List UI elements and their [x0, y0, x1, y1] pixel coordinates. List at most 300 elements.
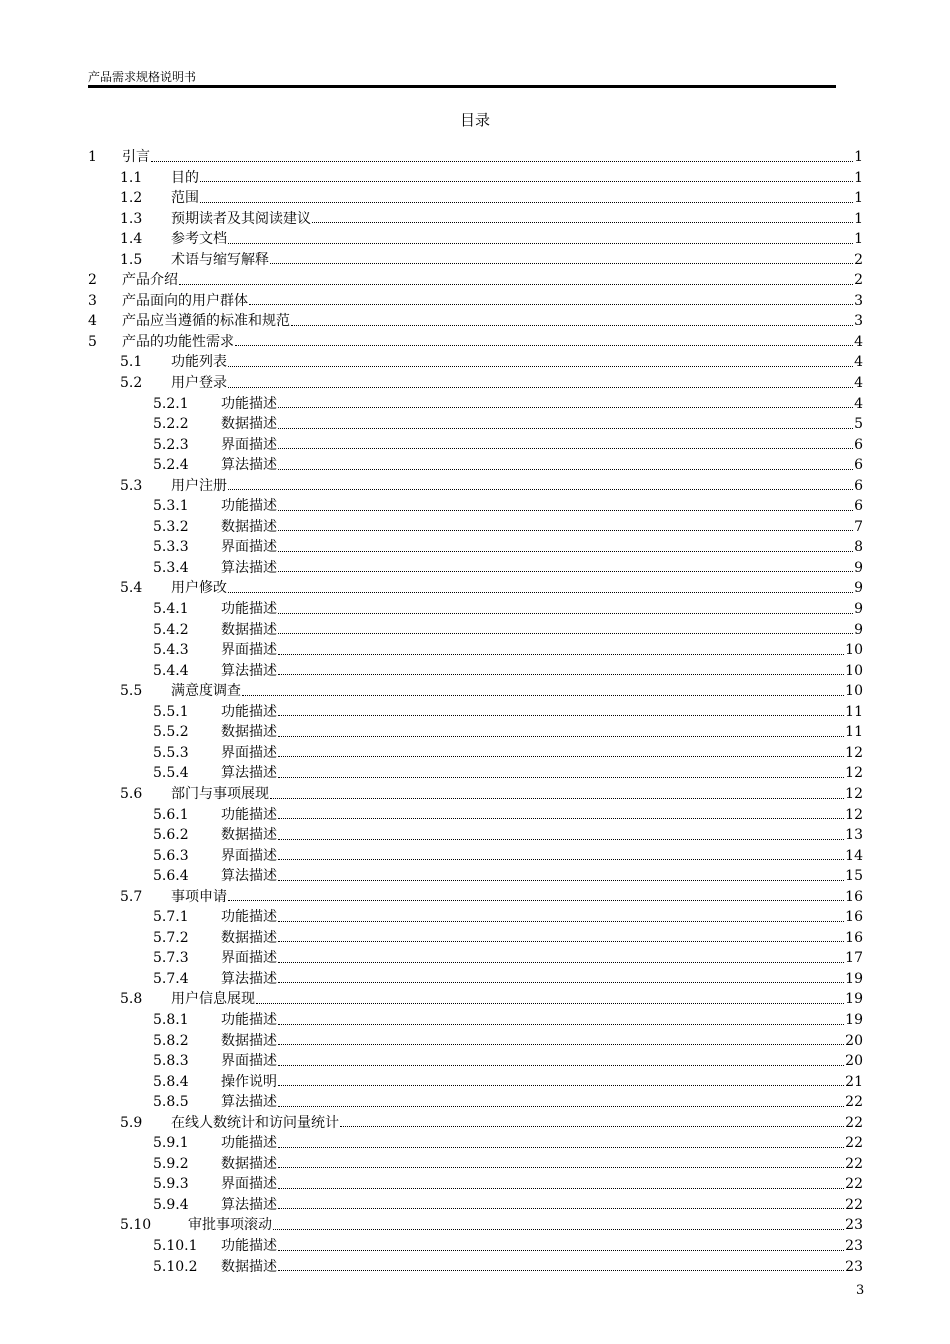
toc-entry-line — [221, 948, 863, 969]
toc-entry-number: 1.2 — [120, 190, 143, 207]
toc-entry[interactable] — [88, 948, 863, 969]
toc-entry-number: 5.8 — [120, 991, 143, 1008]
toc-entry-title: 功能描述 — [221, 1010, 277, 1031]
toc-dot-leader — [278, 537, 853, 558]
toc-entry[interactable] — [88, 784, 863, 805]
page-number: 3 — [856, 1283, 865, 1298]
toc-entry[interactable] — [88, 578, 863, 599]
table-of-contents — [88, 147, 863, 1277]
toc-entry-title: 用户注册 — [171, 476, 227, 497]
toc-entry-line — [171, 373, 863, 394]
toc-entry-title: 部门与事项展现 — [171, 784, 269, 805]
toc-entry-number: 5.4.4 — [153, 662, 189, 679]
toc-entry-line — [171, 250, 863, 271]
toc-dot-leader — [278, 1051, 844, 1072]
toc-entry-page: 4 — [854, 352, 863, 373]
toc-dot-leader — [242, 681, 844, 702]
toc-entry[interactable] — [88, 805, 863, 826]
header-rule — [88, 85, 836, 88]
toc-entry[interactable] — [88, 517, 863, 538]
toc-entry-title: 用户修改 — [171, 578, 227, 599]
toc-entry[interactable] — [88, 620, 863, 641]
toc-entry-number: 5.3.3 — [153, 539, 189, 556]
toc-entry-number: 5.2.1 — [153, 395, 189, 412]
toc-entry[interactable] — [88, 928, 863, 949]
toc-dot-leader — [278, 414, 853, 435]
toc-entry-page: 22 — [845, 1154, 863, 1175]
toc-entry-title: 目的 — [171, 168, 199, 189]
toc-dot-leader — [278, 722, 844, 743]
toc-entry-page: 12 — [845, 805, 863, 826]
toc-entry-title: 事项申请 — [171, 887, 227, 908]
toc-entry-page: 22 — [845, 1092, 863, 1113]
toc-entry-page: 1 — [854, 168, 863, 189]
toc-entry-line — [122, 291, 863, 312]
toc-entry-title: 引言 — [122, 147, 150, 168]
toc-entry-title: 数据描述 — [221, 517, 277, 538]
toc-entry-line — [221, 743, 863, 764]
toc-entry-number: 5.6.4 — [153, 868, 189, 885]
toc-entry-title: 界面描述 — [221, 1174, 277, 1195]
toc-dot-leader — [278, 1092, 844, 1113]
toc-entry-line — [221, 805, 863, 826]
toc-entry-title: 数据描述 — [221, 928, 277, 949]
toc-dot-leader — [278, 1072, 844, 1093]
toc-entry-number: 5 — [88, 333, 97, 350]
toc-dot-leader — [278, 620, 853, 641]
toc-entry-line — [221, 1031, 863, 1052]
toc-dot-leader — [278, 661, 844, 682]
toc-dot-leader — [278, 558, 853, 579]
toc-entry-title: 数据描述 — [221, 722, 277, 743]
toc-dot-leader — [278, 1031, 844, 1052]
toc-dot-leader — [278, 640, 844, 661]
toc-dot-leader — [228, 352, 853, 373]
toc-entry-page: 6 — [854, 435, 863, 456]
toc-entry-line — [221, 435, 863, 456]
toc-entry-title: 产品介绍 — [122, 270, 178, 291]
toc-entry-page: 11 — [845, 702, 863, 723]
toc-entry-title: 术语与缩写解释 — [171, 250, 269, 271]
toc-entry-number: 5.5.1 — [153, 703, 189, 720]
toc-entry-title: 算法描述 — [221, 661, 277, 682]
toc-dot-leader — [151, 147, 853, 168]
toc-entry-number: 5.5 — [120, 683, 143, 700]
toc-dot-leader — [228, 229, 853, 250]
toc-entry[interactable] — [88, 763, 863, 784]
toc-entry-page: 2 — [854, 270, 863, 291]
toc-entry-line — [221, 722, 863, 743]
toc-entry-page: 10 — [845, 661, 863, 682]
toc-entry[interactable] — [88, 743, 863, 764]
toc-entry-line — [122, 147, 863, 168]
toc-dot-leader — [278, 805, 844, 826]
toc-entry-page: 19 — [845, 989, 863, 1010]
toc-entry-number: 2 — [88, 272, 97, 289]
toc-dot-leader — [291, 311, 853, 332]
toc-entry-number: 5.6 — [120, 785, 143, 802]
toc-entry-page: 16 — [845, 928, 863, 949]
toc-entry-number: 5.1 — [120, 354, 143, 371]
toc-entry[interactable] — [88, 661, 863, 682]
toc-entry-number: 5.8.4 — [153, 1073, 189, 1090]
toc-entry-page: 7 — [854, 517, 863, 538]
toc-entry-line — [171, 188, 863, 209]
toc-entry-page: 4 — [854, 373, 863, 394]
toc-entry[interactable] — [88, 1174, 863, 1195]
toc-entry-title: 参考文档 — [171, 229, 227, 250]
toc-entry-page: 20 — [845, 1051, 863, 1072]
toc-entry[interactable] — [88, 825, 863, 846]
toc-entry-number: 5.2.4 — [153, 457, 189, 474]
toc-entry-number: 5.2 — [120, 375, 143, 392]
toc-entry-number: 1.5 — [120, 251, 143, 268]
toc-entry[interactable] — [88, 1051, 863, 1072]
toc-entry-title: 功能描述 — [221, 599, 277, 620]
toc-entry-line — [171, 578, 863, 599]
toc-dot-leader — [179, 270, 853, 291]
toc-entry[interactable] — [88, 846, 863, 867]
toc-dot-leader — [278, 599, 853, 620]
toc-dot-leader — [278, 928, 844, 949]
toc-entry-line — [221, 702, 863, 723]
toc-entry-title: 预期读者及其阅读建议 — [171, 209, 311, 230]
toc-entry[interactable] — [88, 250, 863, 271]
toc-entry[interactable] — [88, 455, 863, 476]
toc-entry-line — [188, 1215, 863, 1236]
toc-entry-number: 5.9.1 — [153, 1135, 189, 1152]
toc-entry-title: 满意度调查 — [171, 681, 241, 702]
toc-entry-page: 9 — [854, 620, 863, 641]
toc-dot-leader — [278, 435, 853, 456]
toc-entry-line — [221, 763, 863, 784]
toc-entry[interactable] — [88, 681, 863, 702]
toc-dot-leader — [278, 1010, 844, 1031]
toc-entry[interactable] — [88, 270, 863, 291]
toc-entry-title: 数据描述 — [221, 1031, 277, 1052]
toc-entry-title: 功能描述 — [221, 805, 277, 826]
toc-entry-title: 功能描述 — [221, 394, 277, 415]
toc-entry-line — [122, 332, 863, 353]
toc-entry-line — [221, 907, 863, 928]
toc-entry-line — [171, 1113, 863, 1134]
toc-entry-title: 算法描述 — [221, 763, 277, 784]
toc-entry[interactable] — [88, 373, 863, 394]
toc-entry[interactable] — [88, 969, 863, 990]
toc-entry-line — [221, 1257, 863, 1278]
toc-entry[interactable] — [88, 209, 863, 230]
toc-entry-line — [221, 620, 863, 641]
toc-entry-number: 5.8.3 — [153, 1053, 189, 1070]
toc-entry-title: 功能描述 — [221, 496, 277, 517]
toc-dot-leader — [270, 250, 853, 271]
toc-entry[interactable] — [88, 1113, 863, 1134]
toc-entry-page: 17 — [845, 948, 863, 969]
toc-entry-title: 用户信息展现 — [171, 989, 255, 1010]
toc-entry-title: 审批事项滚动 — [188, 1215, 272, 1236]
toc-title: 目录 — [459, 111, 490, 129]
toc-entry[interactable] — [88, 1092, 863, 1113]
toc-entry-number: 5.7.1 — [153, 909, 189, 926]
toc-entry[interactable] — [88, 1154, 863, 1175]
toc-entry-line — [171, 681, 863, 702]
toc-entry-number: 1 — [88, 149, 97, 165]
toc-entry-page: 12 — [845, 743, 863, 764]
toc-dot-leader — [278, 496, 853, 517]
toc-entry-title: 数据描述 — [221, 1154, 277, 1175]
toc-entry[interactable] — [88, 1072, 863, 1093]
toc-entry-title: 功能描述 — [221, 1133, 277, 1154]
toc-entry-title: 界面描述 — [221, 1051, 277, 1072]
toc-entry-title: 数据描述 — [221, 825, 277, 846]
toc-entry-number: 5.4.1 — [153, 601, 189, 618]
toc-entry-number: 5.7.2 — [153, 929, 189, 946]
toc-entry[interactable] — [88, 558, 863, 579]
toc-entry-title: 在线人数统计和访问量统计 — [171, 1113, 339, 1134]
toc-entry-number: 5.9 — [120, 1114, 143, 1131]
toc-entry-line — [221, 866, 863, 887]
toc-dot-leader — [278, 763, 844, 784]
toc-entry-title: 界面描述 — [221, 743, 277, 764]
toc-entry[interactable] — [88, 147, 863, 168]
toc-entry-line — [221, 599, 863, 620]
toc-entry-line — [221, 1133, 863, 1154]
toc-entry-page: 10 — [845, 681, 863, 702]
toc-entry-line — [221, 969, 863, 990]
toc-entry-title: 算法描述 — [221, 969, 277, 990]
toc-entry-number: 5.2.2 — [153, 416, 189, 433]
toc-entry[interactable] — [88, 168, 863, 189]
toc-entry-title: 算法描述 — [221, 866, 277, 887]
toc-entry[interactable] — [88, 496, 863, 517]
toc-entry-page: 8 — [854, 537, 863, 558]
toc-dot-leader — [278, 969, 844, 990]
toc-entry-page: 19 — [845, 1010, 863, 1031]
toc-entry-line — [171, 209, 863, 230]
toc-entry-title: 数据描述 — [221, 414, 277, 435]
toc-entry-page: 12 — [845, 763, 863, 784]
toc-entry-number: 5.6.2 — [153, 827, 189, 844]
toc-entry-page: 6 — [854, 476, 863, 497]
toc-entry[interactable] — [88, 1031, 863, 1052]
toc-entry-line — [171, 887, 863, 908]
toc-dot-leader — [278, 866, 844, 887]
toc-entry-page: 10 — [845, 640, 863, 661]
toc-entry-line — [221, 1072, 863, 1093]
toc-entry-page: 5 — [854, 414, 863, 435]
toc-entry-title: 算法描述 — [221, 1092, 277, 1113]
toc-entry-page: 16 — [845, 907, 863, 928]
toc-entry-title: 功能描述 — [221, 1236, 277, 1257]
toc-entry-line — [221, 661, 863, 682]
toc-entry-number: 5.3.1 — [153, 498, 189, 515]
toc-entry-line — [171, 168, 863, 189]
toc-dot-leader — [278, 846, 844, 867]
toc-entry-title: 数据描述 — [221, 1257, 277, 1278]
toc-entry-page: 4 — [854, 394, 863, 415]
toc-entry-number: 5.10 — [120, 1217, 152, 1234]
toc-entry-number: 5.9.2 — [153, 1155, 189, 1172]
toc-entry-page: 23 — [845, 1257, 863, 1278]
toc-entry-page: 4 — [854, 332, 863, 353]
toc-entry-number: 5.10.2 — [153, 1258, 198, 1275]
toc-entry-title: 功能描述 — [221, 702, 277, 723]
toc-entry-title: 界面描述 — [221, 640, 277, 661]
toc-dot-leader — [228, 373, 853, 394]
toc-entry[interactable] — [88, 188, 863, 209]
toc-entry-page: 22 — [845, 1133, 863, 1154]
toc-entry-page: 1 — [854, 229, 863, 250]
toc-entry-number: 5.4 — [120, 580, 143, 597]
toc-entry[interactable] — [88, 332, 863, 353]
toc-entry-page: 16 — [845, 887, 863, 908]
toc-entry-line — [221, 496, 863, 517]
toc-entry-page: 12 — [845, 784, 863, 805]
toc-entry-page: 1 — [854, 188, 863, 209]
toc-entry-line — [221, 1051, 863, 1072]
toc-dot-leader — [278, 455, 853, 476]
toc-entry-number: 5.3 — [120, 477, 143, 494]
toc-entry-page: 6 — [854, 455, 863, 476]
toc-entry-title: 数据描述 — [221, 620, 277, 641]
toc-entry-line — [221, 414, 863, 435]
toc-entry-number: 5.7.3 — [153, 950, 189, 967]
toc-entry[interactable] — [88, 866, 863, 887]
toc-dot-leader — [273, 1215, 844, 1236]
toc-entry[interactable] — [88, 1257, 863, 1278]
toc-entry[interactable] — [88, 1236, 863, 1257]
toc-entry-number: 5.2.3 — [153, 436, 189, 453]
toc-entry-number: 5.6.1 — [153, 806, 189, 823]
toc-entry-line — [221, 1174, 863, 1195]
toc-entry-page: 6 — [854, 496, 863, 517]
toc-entry-page: 1 — [854, 209, 863, 230]
toc-dot-leader — [278, 1195, 844, 1216]
toc-entry[interactable] — [88, 311, 863, 332]
toc-entry-number: 5.5.4 — [153, 765, 189, 782]
toc-entry-page: 9 — [854, 578, 863, 599]
toc-entry-page: 21 — [845, 1072, 863, 1093]
toc-dot-leader — [278, 907, 844, 928]
toc-entry-line — [221, 1092, 863, 1113]
toc-entry-number: 5.3.4 — [153, 559, 189, 576]
toc-dot-leader — [278, 825, 844, 846]
toc-entry-line — [221, 1154, 863, 1175]
toc-entry-line — [221, 928, 863, 949]
toc-entry[interactable] — [88, 702, 863, 723]
toc-entry-line — [171, 784, 863, 805]
toc-dot-leader — [278, 743, 844, 764]
toc-entry-page: 11 — [845, 722, 863, 743]
toc-entry-line — [171, 476, 863, 497]
toc-entry-line — [171, 989, 863, 1010]
toc-entry-title: 操作说明 — [221, 1072, 277, 1093]
toc-dot-leader — [256, 989, 844, 1010]
toc-entry-number: 5.10.1 — [153, 1237, 198, 1254]
toc-entry-page: 22 — [845, 1113, 863, 1134]
toc-entry-page: 14 — [845, 846, 863, 867]
toc-entry[interactable] — [88, 1215, 863, 1236]
toc-entry[interactable] — [88, 476, 863, 497]
toc-entry-number: 5.7.4 — [153, 970, 189, 987]
toc-dot-leader — [278, 1133, 844, 1154]
toc-entry[interactable] — [88, 414, 863, 435]
toc-entry[interactable] — [88, 599, 863, 620]
toc-entry[interactable] — [88, 291, 863, 312]
toc-entry-number: 5.6.3 — [153, 847, 189, 864]
toc-entry-title: 算法描述 — [221, 1195, 277, 1216]
toc-entry-line — [221, 846, 863, 867]
toc-entry-page: 15 — [845, 866, 863, 887]
toc-entry-number: 5.9.3 — [153, 1176, 189, 1193]
toc-entry[interactable] — [88, 1010, 863, 1031]
toc-entry-line — [171, 229, 863, 250]
toc-entry[interactable] — [88, 640, 863, 661]
toc-entry-line — [221, 558, 863, 579]
toc-entry-page: 3 — [854, 291, 863, 312]
toc-entry-number: 4 — [88, 313, 97, 330]
toc-dot-leader — [312, 209, 853, 230]
toc-entry-number: 5.8.1 — [153, 1011, 189, 1028]
toc-entry-page: 22 — [845, 1195, 863, 1216]
toc-entry[interactable] — [88, 989, 863, 1010]
toc-entry-title: 功能列表 — [171, 352, 227, 373]
toc-entry[interactable] — [88, 887, 863, 908]
toc-entry-number: 1.4 — [120, 231, 143, 248]
toc-entry-line — [221, 537, 863, 558]
toc-entry[interactable] — [88, 394, 863, 415]
toc-entry[interactable] — [88, 722, 863, 743]
toc-entry-line — [221, 640, 863, 661]
toc-entry-line — [171, 352, 863, 373]
toc-entry-title: 界面描述 — [221, 948, 277, 969]
toc-entry-line — [221, 1195, 863, 1216]
toc-dot-leader — [228, 887, 844, 908]
toc-entry-number: 1.1 — [120, 169, 143, 186]
toc-dot-leader — [235, 332, 853, 353]
toc-dot-leader — [278, 1154, 844, 1175]
toc-entry-title: 用户登录 — [171, 373, 227, 394]
toc-dot-leader — [270, 784, 844, 805]
toc-entry-title: 界面描述 — [221, 537, 277, 558]
toc-entry-title: 界面描述 — [221, 435, 277, 456]
toc-entry[interactable] — [88, 1195, 863, 1216]
toc-entry[interactable] — [88, 435, 863, 456]
toc-dot-leader — [278, 948, 844, 969]
toc-dot-leader — [249, 291, 853, 312]
toc-dot-leader — [278, 394, 853, 415]
toc-entry-line — [122, 270, 863, 291]
toc-entry-page: 13 — [845, 825, 863, 846]
toc-entry-page: 9 — [854, 558, 863, 579]
toc-dot-leader — [200, 188, 853, 209]
toc-entry[interactable] — [88, 537, 863, 558]
toc-entry-page: 22 — [845, 1174, 863, 1195]
toc-dot-leader — [278, 702, 844, 723]
toc-entry-line — [221, 825, 863, 846]
toc-entry-number: 5.5.3 — [153, 744, 189, 761]
toc-entry[interactable] — [88, 352, 863, 373]
toc-dot-leader — [278, 517, 853, 538]
toc-entry-line — [221, 455, 863, 476]
toc-entry[interactable] — [88, 907, 863, 928]
toc-dot-leader — [228, 476, 853, 497]
toc-entry-title: 产品面向的用户群体 — [122, 291, 248, 312]
toc-entry[interactable] — [88, 1133, 863, 1154]
toc-entry-number: 3 — [88, 292, 97, 309]
toc-entry[interactable] — [88, 229, 863, 250]
toc-entry-title: 功能描述 — [221, 907, 277, 928]
